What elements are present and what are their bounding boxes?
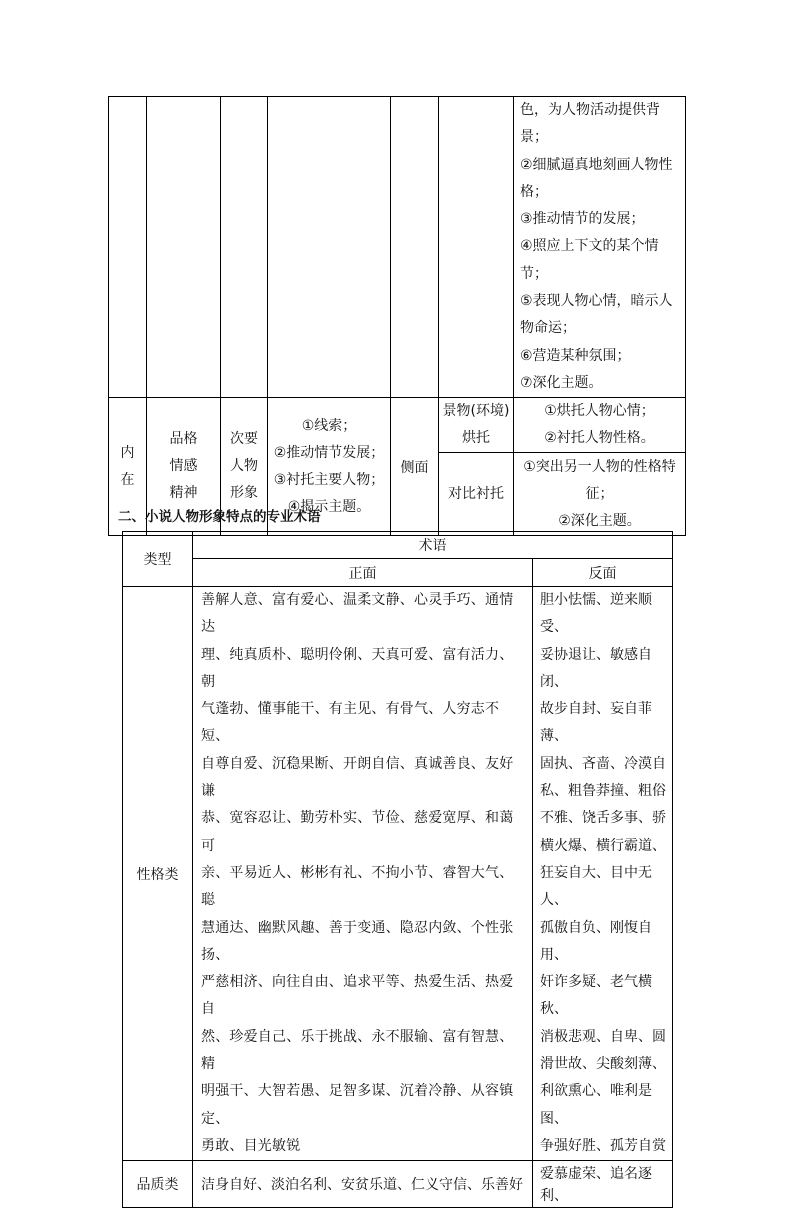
list-item: 私、粗鲁莽撞、粗俗 xyxy=(540,783,666,800)
table-row xyxy=(109,398,686,453)
table-cell xyxy=(109,97,147,398)
list-item: 恭、宽容忍让、勤劳朴实、节俭、慈爱宽厚、和蔼可 xyxy=(201,810,514,854)
list-item: ⑦深化主题。 xyxy=(520,374,603,391)
list-item: 气蓬勃、懂事能干、有主见、有骨气、人穷志不短、 xyxy=(201,701,500,745)
effects-cell xyxy=(514,453,686,536)
list-item: ①烘托人物心情； xyxy=(544,403,655,420)
list-item: ③推动情节的发展； xyxy=(520,211,645,228)
header-terms: 术语 xyxy=(193,532,673,559)
negative-terms-cell xyxy=(533,1161,673,1208)
list-item: ①线索； xyxy=(301,417,357,434)
aspect-cell: 内 在 xyxy=(109,398,147,536)
list-item: ②衬托人物性格。 xyxy=(544,430,655,447)
list-item: ③衬托主要人物； xyxy=(273,471,385,488)
method-cell: 侧面 xyxy=(391,398,439,536)
table-row xyxy=(123,587,673,1161)
list-item: 不雅、饶舌多事、骄 xyxy=(540,810,666,827)
list-item: 孤傲自负、刚愎自用、 xyxy=(540,919,652,963)
header-positive: 正面 xyxy=(193,559,533,587)
list-item: 征； xyxy=(585,485,614,502)
list-item: 善解人意、富有爱心、温柔文静、心灵手巧、通情达 xyxy=(201,592,514,636)
table-cell xyxy=(221,97,268,398)
list-item: 滑世故、尖酸刻薄、 xyxy=(540,1056,666,1073)
analysis-table xyxy=(108,96,686,536)
list-item: 狂妄自大、目中无人、 xyxy=(540,864,652,909)
table-row xyxy=(123,1161,673,1208)
header-negative: 反面 xyxy=(533,559,673,587)
list-item: 奸诈多疑、老气横秋、 xyxy=(540,974,652,1018)
list-item: 亲、平易近人、彬彬有礼、不拘小节、睿智大气、聪 xyxy=(201,864,514,909)
list-item: ④照应上下文的某个情节； xyxy=(520,238,659,282)
function-list-cell xyxy=(514,97,686,398)
table-cell xyxy=(147,97,221,398)
list-item: 妥协退让、敏感自闭、 xyxy=(540,646,652,690)
list-item: 自尊自爱、沉稳果断、开朗自信、真诚善良、友好谦 xyxy=(201,755,514,800)
list-item: ⑤表现人物心情，暗示人 xyxy=(520,293,673,310)
technique-cell: 景物(环境) 烘托 xyxy=(439,398,514,453)
table-row xyxy=(123,559,673,587)
list-item: 消极悲观、自卑、圆 xyxy=(540,1028,666,1045)
list-item: 争强好胜、孤芳自赏 xyxy=(540,1137,666,1154)
table-row xyxy=(109,97,686,398)
section-heading: 二、小说人物形象特点的专业术语 xyxy=(118,509,321,525)
list-item: 横火爆、横行霸道、 xyxy=(540,837,666,854)
table-cell xyxy=(439,97,514,398)
list-item: 爱慕虚荣、追名逐利、 xyxy=(540,1166,652,1205)
list-item: ①突出另一人物的性格特 xyxy=(523,458,676,475)
list-item: 勇敢、目光敏锐 xyxy=(201,1137,301,1154)
list-item: ④揭示主题。 xyxy=(287,498,371,515)
header-type: 类型 xyxy=(123,532,193,587)
table-row xyxy=(123,532,673,559)
list-item: 明强干、大智若愚、足智多谋、沉着冷静、从容镇定、 xyxy=(201,1083,514,1127)
list-item: ⑥营造某种氛围； xyxy=(520,347,631,364)
category-cell: 品质类 xyxy=(123,1161,193,1208)
list-item: 胆小怯懦、逆来顺受、 xyxy=(540,592,652,636)
effects-cell xyxy=(514,398,686,453)
table-cell xyxy=(391,97,439,398)
positive-terms-cell xyxy=(193,587,533,1161)
list-item: ②深化主题。 xyxy=(558,512,641,529)
table-cell xyxy=(268,97,391,398)
list-item: ②细腻逼真地刻画人物性 xyxy=(520,156,673,173)
content-cell: 品格 情感 精神 xyxy=(147,398,221,536)
list-item: 然、珍爱自己、乐于挑战、永不服输、富有智慧、精 xyxy=(201,1028,514,1073)
list-item: 色，为人物活动提供背景； xyxy=(520,102,660,146)
category-cell: 性格类 xyxy=(123,587,193,1161)
terms-table xyxy=(122,531,673,1208)
positive-terms-cell xyxy=(193,1161,533,1208)
negative-terms-cell xyxy=(533,587,673,1161)
list-item: 格； xyxy=(520,183,548,200)
list-item: 物命运； xyxy=(520,320,576,337)
list-item: 洁身自好、淡泊名利、安贫乐道、仁义守信、乐善好 xyxy=(201,1177,523,1194)
list-item: 故步自封、妄自菲薄、 xyxy=(540,701,652,745)
list-item: 严慈相济、向往自由、追求平等、热爱生活、热爱自 xyxy=(201,974,514,1018)
list-item: ②推动情节发展； xyxy=(273,444,385,461)
list-item: 慧通达、幽默风趣、善于变通、隐忍内敛、个性张扬、 xyxy=(201,919,514,963)
image-type-cell: 次要 人物 形象 xyxy=(221,398,268,536)
list-item: 利欲熏心、唯利是图、 xyxy=(540,1083,652,1127)
list-item: 理、纯真质朴、聪明伶俐、天真可爱、富有活力、朝 xyxy=(201,646,514,690)
list-item: 固执、吝啬、冷漠自 xyxy=(540,755,666,772)
technique-cell: 对比衬托 xyxy=(439,453,514,536)
